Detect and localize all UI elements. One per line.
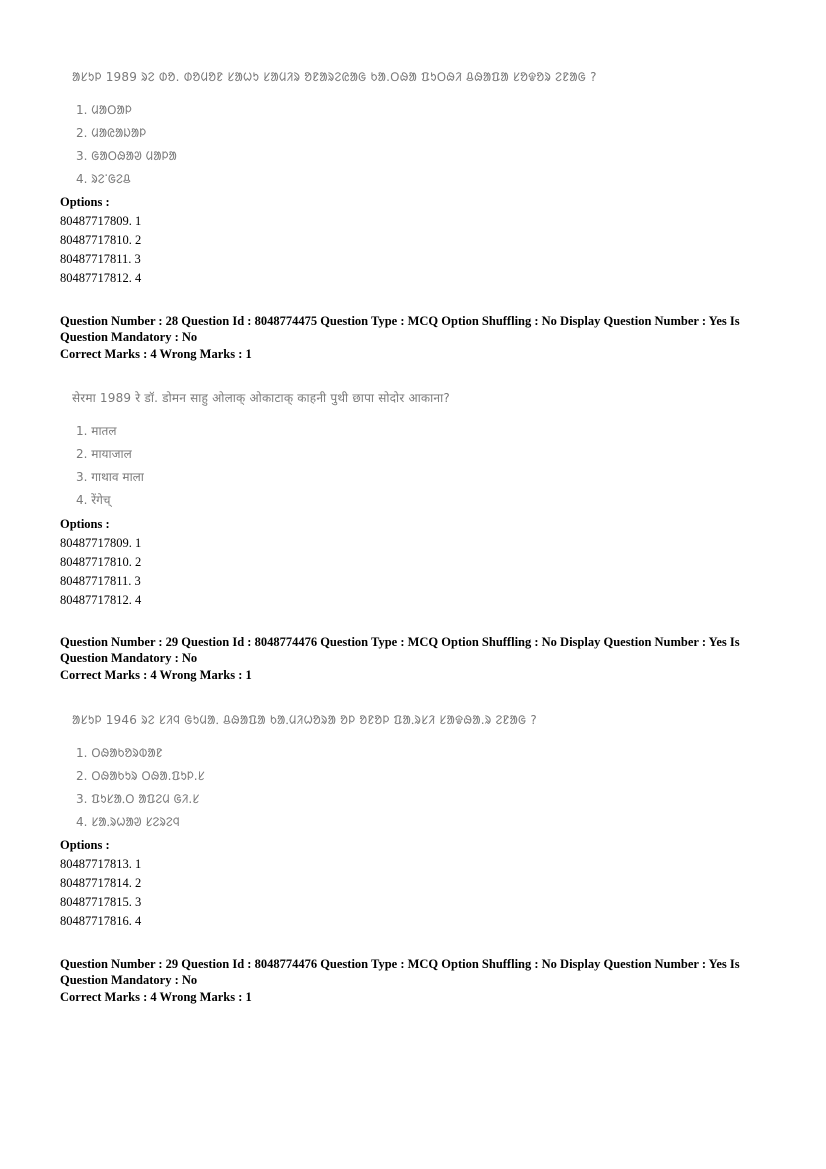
option-id: 80487717812. 4 — [60, 593, 142, 607]
answer-list — [72, 101, 712, 187]
options-label: Options : — [60, 195, 110, 209]
question-image-28 — [72, 389, 712, 508]
question-mandatory: Question Mandatory : No — [60, 973, 198, 987]
option-id: 80487717809. 1 — [60, 214, 142, 228]
options-section — [60, 838, 760, 931]
option-id: 80487717811. 3 — [60, 574, 141, 588]
question-meta — [60, 634, 760, 683]
option-id: 80487717811. 3 — [60, 252, 141, 266]
question-meta-line: Question Number : 29 Question Id : 8048774476 Question Type : MCQ Option Shuffling : No Display Question Number : Yes Is — [60, 635, 740, 649]
options-label: Options : — [60, 838, 110, 852]
option-id: 80487717809. 1 — [60, 536, 142, 550]
options-section — [60, 195, 760, 288]
answer-option: 2. ᱢᱟᱭᱟᱡᱟᱞ — [76, 126, 147, 140]
answer-option: 4. ᱥᱟᱹᱨᱦᱟᱣ ᱥᱮᱨᱮᱧ — [76, 815, 180, 829]
answer-option: 3. ᱜᱟᱛᱷᱟᱣ ᱢᱟᱞᱟ — [76, 149, 177, 163]
answer-option: 3. ᱯᱩᱥᱟᱹᱛ ᱟᱯᱮᱢ ᱜᱤ.ᱥ — [76, 792, 200, 806]
answer-option: 1. मातल — [76, 424, 117, 438]
answer-option: 2. मायाजाल — [76, 447, 132, 461]
question-image-29 — [72, 711, 712, 830]
question-mandatory: Question Mandatory : No — [60, 330, 198, 344]
question-meta-line: Question Number : 29 Question Id : 8048774476 Question Type : MCQ Option Shuffling : No Display Question Number : Yes Is — [60, 957, 740, 971]
marks-line: Correct Marks : 4 Wrong Marks : 1 — [60, 990, 252, 1004]
option-id: 80487717810. 2 — [60, 233, 142, 247]
question-meta — [60, 956, 760, 1005]
option-id: 80487717816. 4 — [60, 914, 142, 928]
option-id: 80487717815. 3 — [60, 895, 142, 909]
question-mandatory: Question Mandatory : No — [60, 651, 198, 665]
option-id: 80487717814. 2 — [60, 876, 142, 890]
question-meta — [60, 313, 760, 362]
option-id: 80487717812. 4 — [60, 271, 142, 285]
option-id: 80487717813. 1 — [60, 857, 142, 871]
question-text: ᱟᱥᱩᱞ 1989 ᱨᱮ ᱰᱚ. ᱰᱚᱢᱚᱱ ᱥᱟᱦᱩ ᱥᱟᱢᱤᱨ ᱚᱱᱟᱨᱮᱭᱟᱜ ᱠᱟ.ᱛᱷᱟ ᱯᱩᱛᱷᱤ ᱪᱷᱟᱯᱟ ᱥᱚᱫᱚᱨ ᱮᱱᱟᱜ ? — [72, 70, 597, 84]
answer-option: 3. गाथाव माला — [76, 470, 144, 484]
marks-line: Correct Marks : 4 Wrong Marks : 1 — [60, 668, 252, 682]
question-meta-line: Question Number : 28 Question Id : 8048774475 Question Type : MCQ Option Shuffling : No Display Question Number : Yes Is — [60, 314, 740, 328]
answer-list — [72, 744, 712, 830]
answer-option: 1. ᱢᱟᱛᱟᱞ — [76, 103, 132, 117]
answer-option: 4. ᱨᱮᱸᱜᱮᱪ — [76, 172, 131, 186]
marks-line: Correct Marks : 4 Wrong Marks : 1 — [60, 347, 252, 361]
options-label: Options : — [60, 517, 110, 531]
question-text: ᱟᱥᱩᱞ 1946 ᱨᱮ ᱥᱤᱧ ᱜᱩᱢᱟᱹ ᱪᱷᱟᱯᱟ ᱠᱟᱹᱢᱤᱦᱚᱨᱟ ᱚᱞ ᱚᱱᱚᱞ ᱯᱟᱹᱨᱥᱤ ᱥᱟᱫᱷᱟ.ᱨ ᱮᱱᱟᱜ ? — [72, 713, 537, 727]
answer-option: 1. ᱛᱷᱟᱠᱚᱨᱵᱟᱱ — [76, 746, 163, 760]
options-section — [60, 517, 760, 610]
option-id: 80487717810. 2 — [60, 555, 142, 569]
answer-option: 2. ᱛᱷᱟᱠᱩᱨ ᱛᱷᱟ.ᱯᱩᱞ.ᱥ — [76, 769, 205, 783]
answer-list — [72, 422, 712, 508]
question-image-27 — [72, 68, 712, 187]
answer-option: 4. रेंगेच् — [76, 493, 111, 507]
question-text: सेरमा 1989 रे डॉ. डोमन साहु ओलाक् ओकाटाक् काहनी पुथी छापा सोदोर आकाना? — [72, 391, 450, 405]
